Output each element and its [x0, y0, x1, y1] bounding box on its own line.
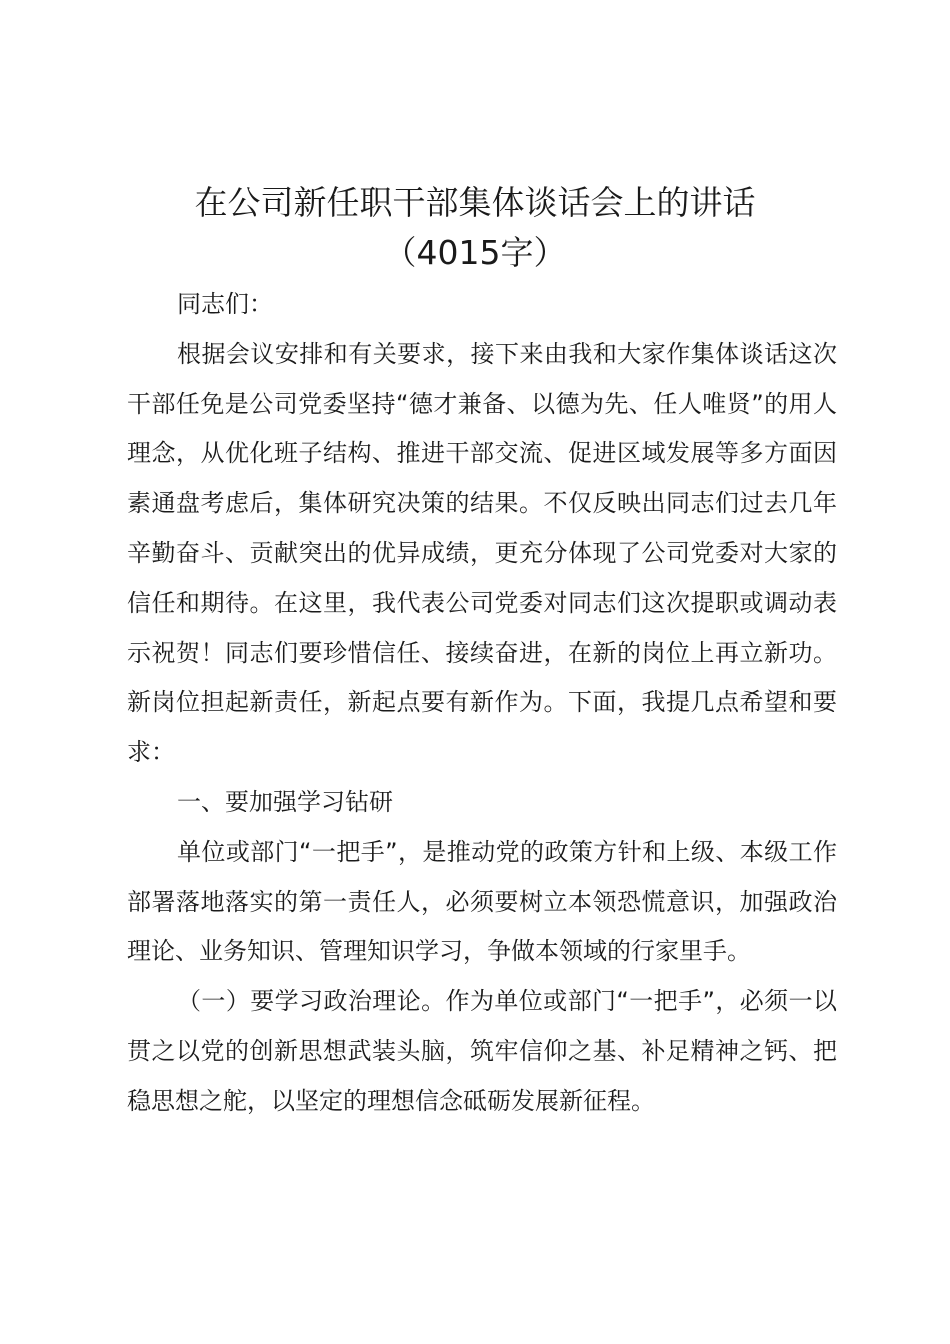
title-word-count: （4015字）	[383, 233, 567, 272]
document-body	[127, 280, 837, 1127]
salutation: 同志们：	[177, 290, 273, 318]
intro-paragraph: 根据会议安排和有关要求，接下来由我和大家作集体谈话这次干部任免是公司党委坚持“德才兼备、以德为先、任人唯贤”的用人理念，从优化班子结构、推进干部交流、促进区域发展等多方面因素通盘考虑后，集体研究决策的结果。不仅反映出同志们过去几年辛勤奋斗、贡献突出的优异成绩，更充分体现了公司党委对大家的信任和期待。在这里，我代表公司党委对同志们这次提职或调动表示祝贺！同志们要珍惜信任、接续奋进，在新的岗位上再立新功。新岗位担起新责任，新起点要有新作为。下面，我提几点希望和要求：	[127, 339, 837, 767]
section-heading-1: 一、要加强学习钻研	[177, 787, 393, 816]
subsection-1-paragraph: （一）要学习政治理论。作为单位或部门“一把手”，必须一以贯之以党的创新思想武装头脑，筑牢信仰之基、补足精神之钙、把稳思想之舵，以坚定的理想信念砥砺发展新征程。	[127, 987, 837, 1115]
title-main: 在公司新任职干部集体谈话会上的讲话	[194, 183, 756, 222]
document-title	[0, 178, 950, 278]
section-1-paragraph: 单位或部门“一把手”，是推动党的政策方针和上级、本级工作部署落地落实的第一责任人，必须要树立本领恐慌意识，加强政治理论、业务知识、管理知识学习，争做本领域的行家里手。	[127, 837, 837, 966]
